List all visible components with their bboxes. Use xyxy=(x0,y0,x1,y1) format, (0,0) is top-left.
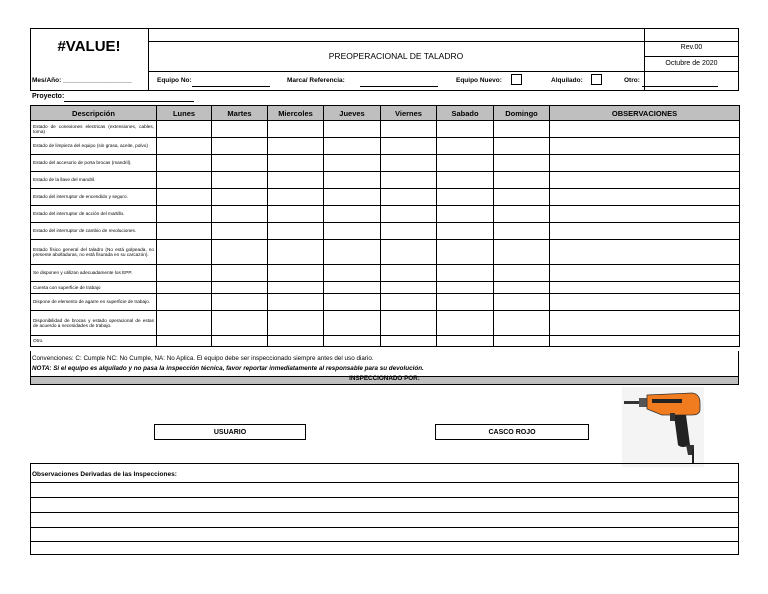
equipo-no-input[interactable] xyxy=(192,86,270,87)
cell-domingo[interactable] xyxy=(493,120,550,138)
row-description: Estado del interruptor de acción del martillo. xyxy=(30,205,157,223)
col-header-observaciones: OBSERVACIONES xyxy=(549,105,740,121)
row-description: Cuenta con superficie de trabajo xyxy=(30,281,157,294)
cell-lunes[interactable] xyxy=(156,171,212,189)
cell-viernes[interactable] xyxy=(380,222,437,240)
usuario-label: USUARIO xyxy=(213,428,247,436)
inspeccionado-label: INSPECCIONADO POR: xyxy=(349,375,420,382)
cell-sabado[interactable] xyxy=(436,335,494,347)
equipo-nuevo-checkbox[interactable] xyxy=(511,74,522,85)
row-description: Estado del accesorio de porta brocas (mandril). xyxy=(30,154,157,172)
cell-jueves[interactable] xyxy=(323,264,381,282)
cell-miercoles[interactable] xyxy=(267,137,324,155)
cell-martes[interactable] xyxy=(211,205,268,223)
cell-lunes[interactable] xyxy=(156,222,212,240)
cell-observaciones[interactable] xyxy=(549,171,740,189)
row-description: Estado de conexiones electricas (extensiones, cables, toma) xyxy=(30,120,157,138)
cell-domingo[interactable] xyxy=(493,137,550,155)
cell-martes[interactable] xyxy=(211,171,268,189)
proyecto-label: Proyecto: xyxy=(32,93,65,100)
revision-date: Octubre de 2020 xyxy=(665,60,718,67)
info-row-bottom xyxy=(30,90,739,91)
row-description: Estado físico general del taladro (No está golpeada, no presente abolladuras, no está fisurada en su carcazón). xyxy=(30,239,157,265)
cell-miercoles[interactable] xyxy=(267,310,324,336)
cell-sabado[interactable] xyxy=(436,154,494,172)
cell-martes[interactable] xyxy=(211,188,268,206)
cell-lunes[interactable] xyxy=(156,239,212,265)
cell-lunes[interactable] xyxy=(156,188,212,206)
cell-viernes[interactable] xyxy=(380,310,437,336)
cell-observaciones[interactable] xyxy=(549,205,740,223)
cell-jueves[interactable] xyxy=(323,154,381,172)
cell-miercoles[interactable] xyxy=(267,239,324,265)
row-description: Disponibilidad de brocas y estado operacional de estas de acuerdo a necesidades de trabajo. xyxy=(30,310,157,336)
row-description: Otro. xyxy=(30,335,157,347)
observaciones-line[interactable] xyxy=(30,482,739,483)
cell-sabado[interactable] xyxy=(436,205,494,223)
cell-sabado[interactable] xyxy=(436,137,494,155)
cell-domingo[interactable] xyxy=(493,239,550,265)
cell-observaciones[interactable] xyxy=(549,188,740,206)
col-header-miercoles: Miercoles xyxy=(267,105,324,121)
cell-jueves[interactable] xyxy=(323,188,381,206)
cell-domingo[interactable] xyxy=(493,171,550,189)
cell-sabado[interactable] xyxy=(436,171,494,189)
observaciones-line[interactable] xyxy=(30,527,739,528)
cell-observaciones[interactable] xyxy=(549,239,740,265)
otro-input[interactable] xyxy=(642,86,718,87)
cell-miercoles[interactable] xyxy=(267,120,324,138)
cell-viernes[interactable] xyxy=(380,205,437,223)
cell-viernes[interactable] xyxy=(380,171,437,189)
revision-label: Rev.00 xyxy=(680,44,703,51)
cell-miercoles[interactable] xyxy=(267,222,324,240)
marca-ref-input[interactable] xyxy=(360,86,438,87)
marca-ref-label: Marca/ Referencia: xyxy=(287,77,345,84)
cell-miercoles[interactable] xyxy=(267,188,324,206)
cell-observaciones[interactable] xyxy=(549,154,740,172)
cell-martes[interactable] xyxy=(211,264,268,282)
alquilado-checkbox[interactable] xyxy=(591,74,602,85)
page-title: PREOPERACIONAL DE TALADRO xyxy=(328,51,464,61)
row-description: Dispone de elemento de agarre en superficie de trabajo. xyxy=(30,293,157,311)
mes-ano-field[interactable]: Mes/Año: ___________________ xyxy=(32,77,132,84)
cell-viernes[interactable] xyxy=(380,264,437,282)
cell-observaciones[interactable] xyxy=(549,264,740,282)
otro-label: Otro: xyxy=(624,77,640,84)
nota-text: NOTA: Si el equipo es alquilado y no pasa la inspección técnica, favor reportar inmediatamente al responsable para su devolución. xyxy=(32,365,424,372)
cell-jueves[interactable] xyxy=(323,310,381,336)
cell-martes[interactable] xyxy=(211,335,268,347)
cell-observaciones[interactable] xyxy=(549,310,740,336)
cell-sabado[interactable] xyxy=(436,120,494,138)
cell-sabado[interactable] xyxy=(436,264,494,282)
col-header-sabado: Sabado xyxy=(436,105,494,121)
convenciones-text: Convenciones: C: Cumple NC: No Cumple, NA: No Aplica. El equipo debe ser inspeccionado siempre antes del uso diario. xyxy=(32,355,374,362)
row-description: Estado de la llave del mandril. xyxy=(30,171,157,189)
cell-jueves[interactable] xyxy=(323,205,381,223)
col-header-lunes: Lunes xyxy=(156,105,212,121)
cell-domingo[interactable] xyxy=(493,264,550,282)
cell-viernes[interactable] xyxy=(380,335,437,347)
cell-domingo[interactable] xyxy=(493,188,550,206)
cell-observaciones[interactable] xyxy=(549,137,740,155)
cell-miercoles[interactable] xyxy=(267,154,324,172)
cell-miercoles[interactable] xyxy=(267,205,324,223)
cell-lunes[interactable] xyxy=(156,264,212,282)
cell-viernes[interactable] xyxy=(380,137,437,155)
row-description: Estado del interruptor de encendido y seguro. xyxy=(30,188,157,206)
drill-image xyxy=(622,387,704,467)
header-top-strip xyxy=(148,41,739,42)
cell-sabado[interactable] xyxy=(436,188,494,206)
cell-observaciones[interactable] xyxy=(549,120,740,138)
cell-viernes[interactable] xyxy=(380,188,437,206)
cell-viernes[interactable] xyxy=(380,239,437,265)
cell-jueves[interactable] xyxy=(323,137,381,155)
cell-martes[interactable] xyxy=(211,120,268,138)
cell-domingo[interactable] xyxy=(493,293,550,311)
cell-lunes[interactable] xyxy=(156,120,212,138)
cell-sabado[interactable] xyxy=(436,239,494,265)
cell-observaciones[interactable] xyxy=(549,293,740,311)
casco-rojo-signature-box[interactable] xyxy=(435,424,589,440)
value-label: #VALUE! xyxy=(57,38,121,55)
header-bottom-strip xyxy=(148,71,739,72)
cell-martes[interactable] xyxy=(211,239,268,265)
col-header-desc: Descripción xyxy=(30,105,157,121)
cell-domingo[interactable] xyxy=(493,310,550,336)
cell-viernes[interactable] xyxy=(380,293,437,311)
col-header-martes: Martes xyxy=(211,105,268,121)
usuario-signature-box[interactable] xyxy=(154,424,306,440)
cell-observaciones[interactable] xyxy=(549,222,740,240)
cell-lunes[interactable] xyxy=(156,137,212,155)
row-description: Estado de limpieza del equipo (sin grasa, aceite, polvo) xyxy=(30,137,157,155)
cell-domingo[interactable] xyxy=(493,222,550,240)
cell-jueves[interactable] xyxy=(323,335,381,347)
cell-sabado[interactable] xyxy=(436,310,494,336)
cell-martes[interactable] xyxy=(211,293,268,311)
observaciones-line[interactable] xyxy=(30,512,739,513)
cell-miercoles[interactable] xyxy=(267,171,324,189)
header-rev-line xyxy=(644,56,739,57)
drill-icon xyxy=(622,387,704,467)
cell-miercoles[interactable] xyxy=(267,264,324,282)
row-description: Estado del interruptor de cambio de revoluciones. xyxy=(30,222,157,240)
cell-viernes[interactable] xyxy=(380,154,437,172)
col-header-viernes: Viernes xyxy=(380,105,437,121)
alquilado-label: Alquilado: xyxy=(551,77,583,84)
row-description: Se disponen y utilizan adecuadamente los EPP. xyxy=(30,264,157,282)
observaciones-line[interactable] xyxy=(30,497,739,498)
cell-lunes[interactable] xyxy=(156,293,212,311)
cell-sabado[interactable] xyxy=(436,222,494,240)
cell-martes[interactable] xyxy=(211,222,268,240)
cell-miercoles[interactable] xyxy=(267,293,324,311)
cell-martes[interactable] xyxy=(211,310,268,336)
cell-martes[interactable] xyxy=(211,137,268,155)
cell-jueves[interactable] xyxy=(323,171,381,189)
cell-lunes[interactable] xyxy=(156,154,212,172)
equipo-no-label: Equipo No: xyxy=(157,77,192,84)
col-header-domingo: Domingo xyxy=(493,105,550,121)
cell-jueves[interactable] xyxy=(323,120,381,138)
casco-rojo-label: CASCO ROJO xyxy=(488,428,536,436)
cell-jueves[interactable] xyxy=(323,293,381,311)
equipo-nuevo-label: Equipo Nuevo: xyxy=(456,77,502,84)
cell-domingo[interactable] xyxy=(493,154,550,172)
cell-martes[interactable] xyxy=(211,154,268,172)
cell-jueves[interactable] xyxy=(323,239,381,265)
proyecto-input[interactable] xyxy=(64,101,194,102)
cell-miercoles[interactable] xyxy=(267,335,324,347)
cell-jueves[interactable] xyxy=(323,222,381,240)
col-header-jueves: Jueves xyxy=(323,105,381,121)
observaciones-derivadas-label: Observaciones Derivadas de las Inspecciones: xyxy=(32,471,177,478)
cell-viernes[interactable] xyxy=(380,120,437,138)
cell-domingo[interactable] xyxy=(493,205,550,223)
observaciones-line[interactable] xyxy=(30,541,739,542)
cell-observaciones[interactable] xyxy=(549,335,740,347)
cell-domingo[interactable] xyxy=(493,335,550,347)
cell-lunes[interactable] xyxy=(156,335,212,347)
cell-sabado[interactable] xyxy=(436,293,494,311)
cell-lunes[interactable] xyxy=(156,310,212,336)
cell-lunes[interactable] xyxy=(156,205,212,223)
